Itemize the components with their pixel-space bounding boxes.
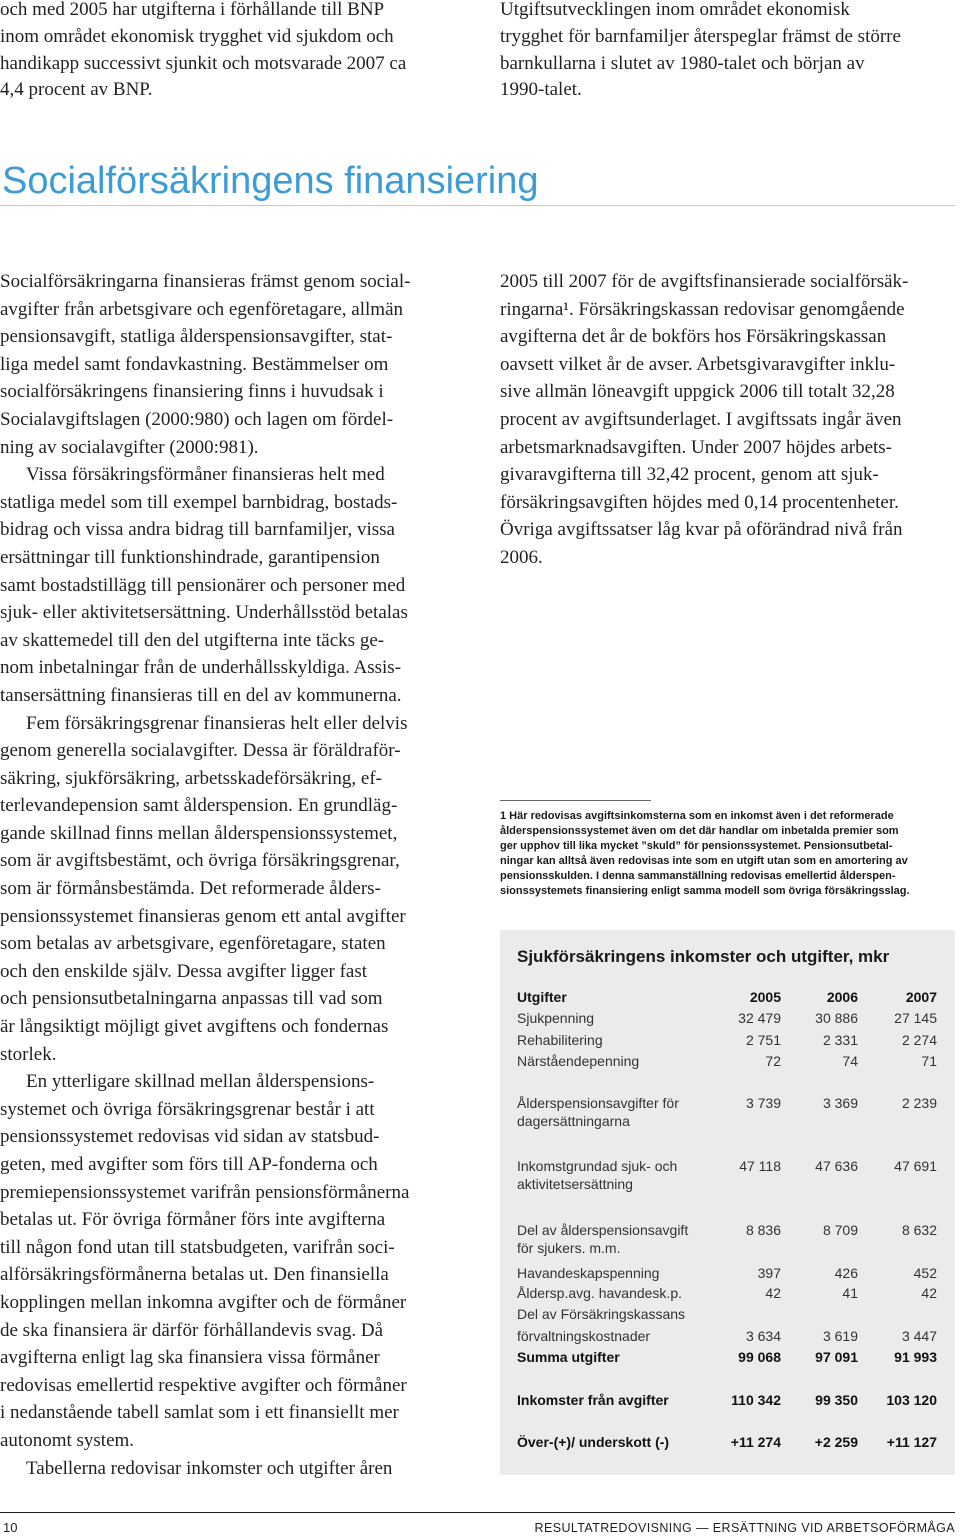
row-value: 397 — [757, 1265, 781, 1281]
text-line: är långsiktigt möjligt givet avgiftens och fondernas — [0, 1016, 389, 1038]
text-line: säkring, sjukförsäkring, arbetsskadeförsäkring, ef- — [0, 767, 382, 789]
row-label: Rehabilitering — [517, 1032, 603, 1048]
row-value: 2 331 — [822, 1032, 858, 1048]
top-right-text — [500, 0, 958, 104]
text-line: i nedanstående tabell samlat som i ett finansiellt mer — [0, 1402, 399, 1424]
paragraph — [500, 268, 958, 572]
row-value: 99 350 — [815, 1392, 858, 1408]
text-line: Socialavgiftslagen (2000:980) och lagen om fördel- — [0, 408, 394, 430]
text-line: En ytterligare skillnad mellan ålderspensions- — [26, 1071, 375, 1093]
row-value: 72 — [765, 1053, 781, 1069]
row-label: Närståendepenning — [517, 1053, 640, 1069]
text-line: trygghet för barnfamiljer återspeglar främst de större — [500, 25, 901, 47]
row-value: 47 118 — [739, 1158, 781, 1174]
paragraph — [0, 461, 465, 709]
text-line: Vissa försäkringsförmåner finansieras helt med — [26, 464, 385, 486]
footer-divider — [0, 1512, 955, 1513]
row-label: Sjukpenning — [517, 1010, 595, 1026]
text-line: systemet och övriga försäkringsgrenar består i att — [0, 1098, 375, 1120]
text-line: procent av avgiftsunderlaget. I avgiftssats ingår även — [500, 408, 902, 430]
row-value: 47 691 — [894, 1158, 937, 1174]
text-line: samt bostadstillägg till pensionärer och personer med — [0, 574, 406, 596]
table-row — [500, 1157, 955, 1192]
row-value: 3 619 — [822, 1328, 858, 1344]
row-value: 8 709 — [822, 1222, 858, 1238]
text-line: avgifterna enligt lag ska finansiera vissa förmåner — [0, 1347, 380, 1369]
text-line: 2006. — [500, 546, 543, 568]
row-value: 30 886 — [815, 1010, 858, 1026]
text-line: gande skillnad finns mellan ålderspensionssystemet, — [0, 822, 398, 844]
paragraph — [0, 268, 465, 461]
row-value: 42 — [765, 1285, 781, 1301]
row-value: 27 145 — [894, 1010, 937, 1026]
footnote-line: sionssystemets finansiering enligt samma modell som övriga försäkringsslag. — [500, 885, 910, 897]
text-line: betalas ut. För övriga förmåner förs inte avgifterna — [0, 1209, 386, 1231]
row-value: 97 091 — [815, 1349, 858, 1365]
text-line: avgifter från arbetsgivare och egenföretagare, allmän — [0, 298, 403, 320]
row-value: 42 — [921, 1285, 937, 1301]
row-value: 74 — [842, 1053, 858, 1069]
text-line: de ska finansiera är därför förhållandevis svag. Då — [0, 1319, 384, 1341]
row-value: 2 751 — [745, 1032, 781, 1048]
row-label: Inkomstgrundad sjuk- och aktivitetsersättning — [517, 1158, 678, 1192]
text-line: inom området ekonomisk trygghet vid sjukdom och — [0, 25, 394, 47]
table-row — [500, 1031, 955, 1049]
table-row — [500, 1094, 955, 1129]
text-line: bidrag och vissa andra bidrag till barnfamiljer, vissa — [0, 519, 395, 541]
header-label: Utgifter — [517, 989, 567, 1005]
row-value: +11 274 — [730, 1434, 781, 1450]
table-row — [500, 1052, 955, 1070]
text-line: kopplingen mellan inkomna avgifter och de förmåner — [0, 1291, 407, 1313]
text-line: som betalas av arbetsgivare, egenföretagare, staten — [0, 933, 386, 955]
table-income-row — [500, 1391, 955, 1409]
table-title: Sjukförsäkringens inkomster och utgifter, mkr — [517, 947, 890, 966]
text-line: sive allmän löneavgift uppgick 2006 till totalt 32,28 — [500, 381, 895, 403]
table-row — [500, 1284, 955, 1302]
text-line: Tabellerna redovisar inkomster och utgifter åren — [26, 1457, 393, 1479]
text-line: Socialförsäkringarna finansieras främst genom social- — [0, 271, 411, 292]
row-label: Över-(+)/ underskott (-) — [517, 1434, 670, 1450]
row-value: 103 120 — [886, 1392, 937, 1408]
row-label: Inkomster från avgifter — [517, 1392, 669, 1408]
text-line: geten, med avgifter som förs till AP-fonderna och — [0, 1154, 378, 1175]
text-line: pensionssystemet redovisas vid sidan av statsbud- — [0, 1126, 380, 1148]
right-body-column — [500, 268, 958, 572]
row-value: 426 — [834, 1265, 858, 1281]
text-line: Fem försäkringsgrenar finansieras helt eller delvis — [26, 712, 408, 734]
section-heading: Socialförsäkringens finansiering — [2, 160, 539, 202]
table-total-row — [500, 1348, 955, 1366]
text-line: givaravgifterna till 32,42 procent, genom att sjuk- — [500, 464, 879, 486]
text-line: pensionssystemet finansieras genom ett antal avgifter — [0, 905, 406, 927]
text-line: avgifterna det år de bokförs hos Försäkringskassan — [500, 326, 887, 348]
text-line: socialförsäkringens finansiering finns i huvudsak i — [0, 381, 384, 403]
text-line: tansersättning finansieras till en del av kommunerna. — [0, 684, 402, 706]
row-value: +2 259 — [814, 1434, 858, 1450]
row-label: Åldersp.avg. havandesk.p. — [517, 1285, 682, 1301]
row-value: 8 836 — [745, 1222, 781, 1238]
table-header-row — [500, 988, 955, 1006]
text-line: pensionsavgift, statliga ålderspensionsavgifter, stat- — [0, 326, 393, 348]
row-value: 3 634 — [745, 1328, 781, 1344]
page-number: 10 — [3, 1520, 18, 1535]
text-line: arbetsmarknadsavgiften. Under 2007 höjdes arbets- — [500, 436, 893, 458]
table-row — [500, 1264, 955, 1282]
text-line: genom generella socialavgifter. Dessa är föräldraför- — [0, 740, 401, 762]
text-line: Övriga avgiftssatser låg kvar på oförändrad nivå från — [500, 519, 903, 541]
footnote-line: ålderspensionssystemet även om det där handlar om inbetalda premier som — [500, 825, 899, 837]
text-line: statliga medel som till exempel barnbidrag, bostads- — [0, 491, 398, 513]
text-line: handikapp successivt sjunkit och motsvarade 2007 ca — [0, 52, 407, 74]
header-year: 2007 — [905, 989, 937, 1005]
row-value: 2 274 — [901, 1032, 937, 1048]
text-line: autonomt system. — [0, 1429, 135, 1451]
text-line: ringarna¹. Försäkringskassan redovisar genomgående — [500, 298, 905, 320]
row-value: 32 479 — [738, 1010, 781, 1026]
text-line: Utgiftsutvecklingen inom området ekonomisk — [500, 0, 850, 20]
text-line: nom inbetalningar från de underhållsskyldiga. Assis- — [0, 657, 402, 679]
footnote-line: ger upphov till lika mycket ”skuld” för pensionssystemet. Pensionsutbetal- — [500, 840, 893, 852]
table-row — [500, 1303, 955, 1344]
running-title: RESULTATREDOVISNING — ERSÄTTNING VID ARBETSOFÖRMÅGA — [534, 1521, 955, 1535]
header-year: 2005 — [749, 989, 781, 1005]
text-line: oavsett vilket år de avser. Arbetsgivaravgifter inklu- — [500, 353, 896, 375]
row-value: 2 239 — [901, 1095, 937, 1111]
row-value: 41 — [842, 1285, 858, 1301]
table-balance-row — [500, 1433, 955, 1451]
text-line: som är avgiftsbestämt, och övriga försäkringsgrenar, — [0, 850, 400, 872]
table-row — [500, 1221, 955, 1256]
text-line: liga medel samt fondavkastning. Bestämmelser om — [0, 353, 389, 375]
row-value: 3 739 — [745, 1095, 781, 1111]
text-line: premiepensionssystemet varifrån pensionsförmånerna — [0, 1181, 410, 1203]
text-line: ersättningar till funktionshindrade, garantipension — [0, 546, 380, 568]
text-line: sjuk- eller aktivitetsersättning. Underhållsstöd betalas — [0, 602, 408, 624]
text-line: och den enskilde själv. Dessa avgifter ligger fast — [0, 960, 368, 982]
text-line: redovisas emellertid respektive avgifter och förmåner — [0, 1374, 407, 1396]
text-line: 4,4 procent av BNP. — [0, 79, 153, 101]
row-value: 8 632 — [901, 1222, 937, 1238]
header-year: 2006 — [826, 989, 858, 1005]
footnote-divider — [500, 800, 651, 801]
text-line: storlek. — [0, 1043, 57, 1065]
text-line: alförsäkringsförmånerna betalas ut. Den finansiella — [0, 1264, 389, 1286]
text-line: av skattemedel till den del utgifterna inte täcks ge- — [0, 629, 385, 651]
row-value: 452 — [913, 1265, 937, 1281]
row-label: Del av ålderspensionsavgift för sjukers. m.m. — [517, 1222, 689, 1256]
row-label: Summa utgifter — [517, 1349, 620, 1365]
text-line: och pensionsutbetalningarna anpassas till vad som — [0, 988, 383, 1010]
left-body-column — [0, 268, 465, 1482]
footnote-line: 1 Här redovisas avgiftsinkomsterna som en inkomst även i det reformerade — [500, 810, 894, 822]
row-label: Havandeskapspenning — [517, 1265, 660, 1281]
text-line: till någon fond utan till statsbudgeten, varifrån soci- — [0, 1236, 395, 1258]
row-value: 71 — [921, 1053, 937, 1069]
text-line: som är förmånsbestämda. Det reformerade ålders- — [0, 878, 381, 900]
footnote — [500, 809, 958, 899]
text-line: försäkringsavgiften höjdes med 0,14 procentenheter. — [500, 491, 899, 513]
text-line: 2005 till 2007 för de avgiftsfinansierade socialförsäk- — [500, 271, 909, 292]
row-label: Ålderspensionsavgifter för dagersättningarna — [517, 1095, 679, 1129]
paragraph — [0, 710, 465, 1069]
footnote-line: pensionsskulden. I denna sammanställning redovisas emellertid ålderspen- — [500, 870, 896, 882]
text-line: och med 2005 har utgifterna i förhållande till BNP — [0, 0, 385, 20]
row-value: 3 447 — [901, 1328, 937, 1344]
table-row — [500, 1009, 955, 1027]
row-value: 3 369 — [822, 1095, 858, 1111]
finance-table — [500, 930, 955, 1475]
row-value: 91 993 — [894, 1349, 937, 1365]
text-line: 1990-talet. — [500, 79, 582, 101]
text-line: barnkullarna i slutet av 1980-talet och början av — [500, 52, 865, 74]
paragraph — [0, 1068, 465, 1454]
heading-divider — [0, 205, 955, 206]
row-value: 47 636 — [815, 1158, 858, 1174]
row-value: +11 127 — [886, 1434, 937, 1450]
top-left-text — [0, 0, 462, 104]
row-value: 110 342 — [731, 1392, 781, 1408]
row-value: 99 068 — [738, 1349, 781, 1365]
footnote-line: ningar kan alltså även redovisas inte som en utgift utan som en amortering av — [500, 855, 908, 867]
text-line: terlevandepension samt ålderspension. En grundläg- — [0, 795, 398, 817]
row-label: Del av Försäkringskassans förvaltningskostnader — [517, 1306, 686, 1344]
text-line: ning av socialavgifter (2000:981). — [0, 436, 259, 458]
paragraph — [0, 1455, 465, 1483]
